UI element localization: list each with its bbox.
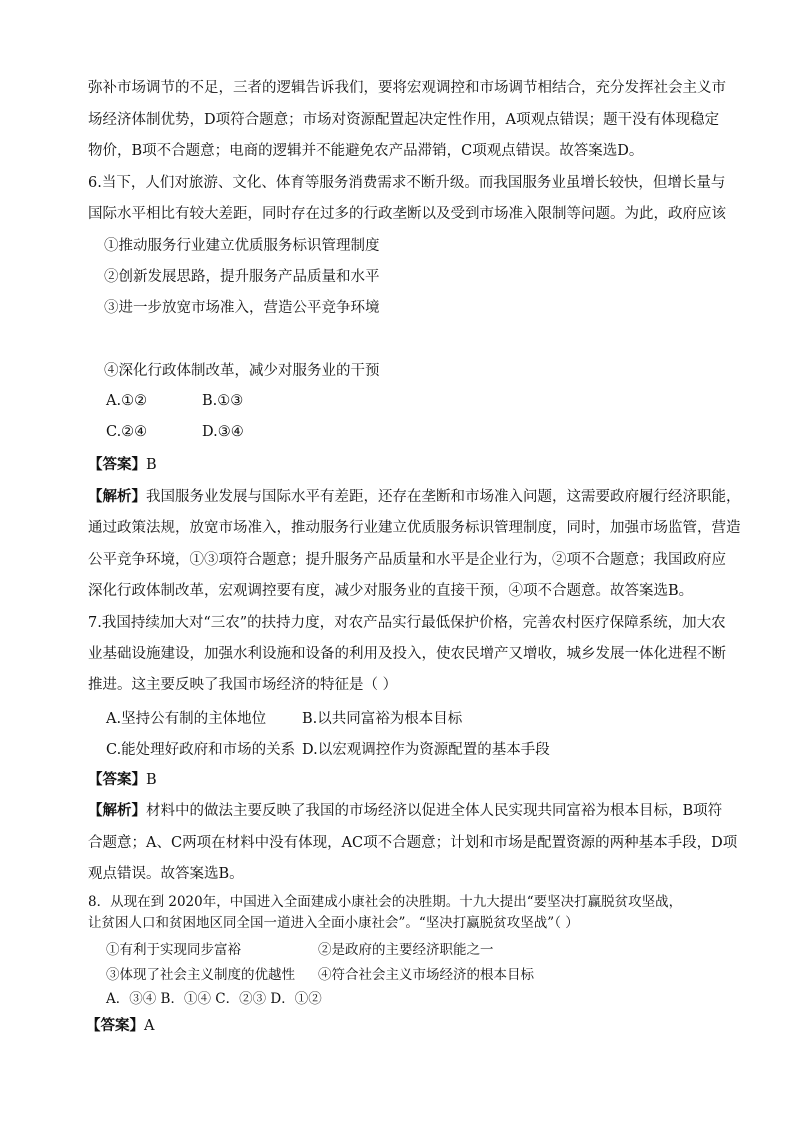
question-7-option-c: C.能处理好政府和市场的关系 — [106, 742, 296, 758]
question-6-option-a: A.①② — [106, 393, 148, 409]
question-7-option-a: A.坚持公有制的主体地位 — [106, 711, 267, 727]
analysis-line: 弥补市场调节的不足，三者的逻辑告诉我们，要将宏观调控和市场调节相结合，充分发挥社会主义市 — [88, 80, 726, 96]
question-7-answer — [88, 770, 157, 790]
question-7-analysis-line: 观点错误。故答案选B。 — [88, 866, 244, 882]
answer-label: 【答案】 — [88, 456, 146, 473]
answer-value: B — [146, 772, 157, 788]
question-8-item: ③体现了社会主义制度的优越性 — [106, 967, 295, 983]
question-8-answer — [86, 1016, 154, 1036]
question-6-answer — [88, 455, 157, 475]
question-7-option-b: B.以共同富裕为根本目标 — [302, 711, 463, 727]
question-6-stem: 国际水平相比有较大差距，同时存在过多的行政垄断以及受到市场准入限制等问题。为此，政府应该 — [88, 206, 726, 222]
question-8-item: ②是政府的主要经济职能之一 — [318, 942, 494, 958]
question-6-analysis — [88, 487, 741, 507]
question-6-item: ③进一步放宽市场准入，营造公平竞争环境 — [104, 300, 380, 316]
question-7-stem: 推进。这主要反映了我国市场经济的特征是（ ） — [88, 677, 398, 693]
answer-label: 【答案】 — [86, 1017, 144, 1034]
question-8-stem: 让贫困人口和贫困地区同全国一道进入全面小康社会”。“坚决打赢脱贫攻坚战”（ ） — [88, 915, 579, 931]
question-8-item: ④符合社会主义市场经济的根本目标 — [318, 967, 534, 983]
question-6-option-b: B.①③ — [202, 393, 244, 409]
question-8-options: A．③④ B．①④ C．②③ D．①② — [106, 991, 322, 1007]
answer-value: B — [146, 457, 157, 473]
question-7-stem: 业基础设施建设，加强水利设施和设备的利用及投入，使农民增产又增收，城乡发展一体化进程不断 — [88, 646, 726, 662]
question-7-option-d: D.以宏观调控作为资源配置的基本手段 — [302, 742, 550, 758]
question-6-option-d: D.③④ — [202, 424, 244, 440]
question-6-option-c: C.②④ — [106, 424, 148, 440]
question-8-stem: 8．从现在到 2020年，中国进入全面建成小康社会的决胜期。十九大提出“要坚决打赢脱贫攻坚战， — [88, 894, 683, 910]
question-6-analysis-line: 公平竞争环境，①③项符合题意；提升服务产品质量和水平是企业行为，②项不合题意；我国政府应 — [88, 552, 726, 568]
answer-label: 【答案】 — [88, 771, 146, 788]
question-6-analysis-line: 深化行政体制改革，宏观调控要有度，减少对服务业的直接干预，④项不合题意。故答案选B。 — [88, 583, 694, 599]
question-8-item: ①有利于实现同步富裕 — [106, 942, 241, 958]
question-6-analysis-line: 通过政策法规，放宽市场准入，推动服务行业建立优质服务标识管理制度，同时，加强市场监管，营造 — [88, 520, 741, 536]
question-6-item: ①推动服务行业建立优质服务标识管理制度 — [104, 238, 380, 254]
answer-value: A — [144, 1018, 155, 1034]
analysis-line: 物价，B项不合题意；电商的逻辑并不能避免农产品滞销，C项观点错误。故答案选D。 — [88, 143, 644, 159]
analysis-text: 材料中的做法主要反映了我国的市场经济以促进全体人民实现共同富裕为根本目标，B项符 — [146, 803, 723, 819]
question-7-analysis — [88, 801, 722, 821]
question-6-item: ④深化行政体制改革，减少对服务业的干预 — [104, 363, 380, 379]
question-6-item: ②创新发展思路，提升服务产品质量和水平 — [104, 269, 380, 285]
question-7-stem: 7.我国持续加大对“三农”的扶持力度，对农产品实行最低保护价格，完善农村医疗保障系统，加大农 — [88, 615, 726, 631]
analysis-label: 【解析】 — [88, 488, 146, 505]
question-7-analysis-line: 合题意；A、C两项在材料中没有体现，AC项不合题意；计划和市场是配置资源的两种基本手段，D项 — [88, 835, 738, 851]
analysis-label: 【解析】 — [88, 802, 146, 819]
question-6-stem: 6.当下，人们对旅游、文化、体育等服务消费需求不断升级。而我国服务业虽增长较快，但增长量与 — [88, 175, 726, 191]
analysis-text: 我国服务业发展与国际水平有差距，还存在垄断和市场准入问题，这需要政府履行经济职能， — [146, 489, 741, 505]
analysis-line: 场经济体制优势，D项符合题意；市场对资源配置起决定性作用，A项观点错误；题干没有体现稳定 — [88, 112, 720, 128]
